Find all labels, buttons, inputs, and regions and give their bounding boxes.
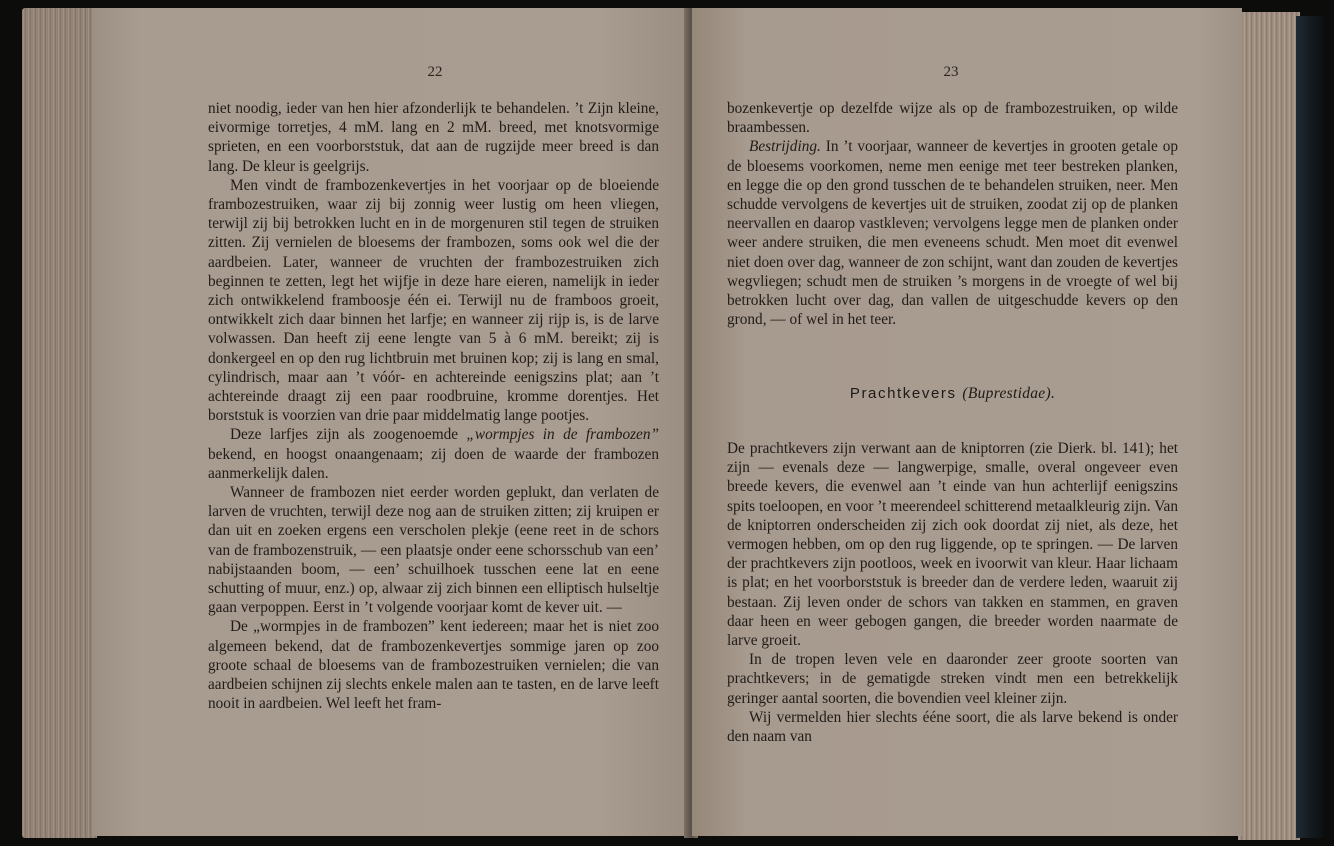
left-page <box>92 8 687 836</box>
paragraph: In de tropen leven vele en daaronder zeer groote soorten van prachtkevers; in de gematigde streken vindt men een betrekkelijk geringer aantal soorten, die bovendien veel kleiner zijn. <box>727 651 1178 707</box>
paragraph: bozenkevertje op dezelfde wijze als op de frambozestruiken, op wilde braambessen. <box>727 100 1178 137</box>
paragraph <box>208 425 659 483</box>
paragraph: De prachtkevers zijn verwant aan de kniptorren (zie Dierk. bl. 141); het zijn — evenals deze — langwerpige, smalle, overal ongeveer even breede kevers, die evenwel aan ’t einde van hun achterlijf eenigszins spits toeloopen, en voor ’t meerendeel schitterend metaalkleurig zijn. Van de kniptorren onderscheiden zij zich ook doordat zij niet, als deze, het vermogen hebben, om op den rug liggende, op te springen. — De larven der prachtkevers zijn pootloos, week en ivoorwit van kleur. Haar lichaam is plat; en het voorborststuk is breeder dan de verdere leden, waaruit zij bestaan. Zij leven onder de schors van takken en stammen, en graven daar heen en weer gebogen gangen, die breeder worden naarmate de larve groeit. <box>727 440 1178 650</box>
book-cover-edge <box>1296 16 1324 838</box>
paragraph-rest: bekend, en hoogst onaangenaam; zij doen de waarde der frambozen aanmerkelijk dalen. <box>208 445 659 482</box>
paragraph: Men vindt de frambozenkevertjes in het voorjaar op de bloeiende frambozestruiken, waar zij bij zonnig weer lustig om heen vliegen, terwijl zij bij betrokken lucht en in de morgenuren stil tegen de struiken zitten. Zij vernielen de bloesems der frambozen, soms ook wel die der aardbeien. Later, wanneer de vruchten der frambozestruiken zich beginnen te zetten, legt het wijfje in deze hare eieren, namelijk in ieder zich ontwikkelend framboosje één ei. Terwijl nu de framboos groeit, ontwikkelt zich daar binnen het larfje; en wanneer zij rijp is, is de larve volwassen. Dan heeft zij eene lengte van 5 à 6 mM. bereikt; zij is donkergeel en op den rug lichtbruin met bruinen kop; zij is lang en smal, cylindrisch, maar aan ’t vóór- en achtereinde eenigszins plat; aan ’t achtereinde draagt zij een paar roodbruine, kromme dorentjes. Het borststuk is voorzien van drie paar middelmatig lange pootjes. <box>208 176 659 425</box>
right-page-edges <box>1238 12 1300 840</box>
left-page-edges <box>22 8 97 838</box>
right-page-text-top <box>727 99 1178 329</box>
left-page-text <box>208 99 659 714</box>
paragraph-rest: In ’t voorjaar, wanneer de kevertjes in grooten getale op de bloesems voorkomen, neme men eenige met teer bestreken planken, en legge die op den grond tusschen de te behandelen struiken, neer. Men schudde vervolgens de kevertjes uit de struiken, zoodat zij op de planken neervallen en daarop vastkleven; vervolgens legge men de planken onder weer andere struiken, die men eveneens schudt. Men moet dit evenwel niet doen over dag, wanneer de zon schijnt, want dan zouden de kevertjes wegvliegen; schudt men de struiken ’s morgens in de vroegte of wel bij betrokken lucht over dag, dan vallen de uitgeschudde kevers op den grond, — of wel in het teer. <box>727 138 1178 329</box>
paragraph: De „wormpjes in de frambozen” kent iedereen; maar het is niet zoo algemeen bekend, dat de frambozenkevertjes sommige jaren op zoo groote schaal de bloesems van de frambozestruiken vernielen; die van aardbeien schijnen zij slechts enkele malen aan te tasten, en de larve leeft nooit in aardbeien. Wel leeft het fram- <box>208 618 659 713</box>
paragraph: Wij vermelden hier slechts ééne soort, die als larve bekend is onder den naam van <box>727 708 1178 746</box>
paragraph-lead: Deze larfjes zijn als zoogenoemde <box>230 426 467 444</box>
heading-scientific-name: Buprestidae <box>967 385 1046 402</box>
right-page <box>692 8 1242 836</box>
paragraph <box>727 137 1178 329</box>
italic-phrase: „wormpjes in de frambozen” <box>466 426 659 444</box>
paragraph: niet noodig, ieder van hen hier afzonderlijk te behandelen. ’t Zijn kleine, eivormige torretjes, 4 mM. lang en 2 mM. breed, met knotsvormige sprieten, en een voorborststuk, dat aan de rugzijde meer breed is dan lang. De kleur is geelgrijs. <box>208 100 659 175</box>
left-page-number: 22 <box>427 64 443 80</box>
right-page-text-bottom <box>727 439 1178 746</box>
heading-paren-close: ). <box>1045 385 1056 402</box>
section-heading <box>727 385 1178 403</box>
paragraph: Wanneer de frambozen niet eerder worden geplukt, dan verlaten de larven de vruchten, terwijl deze nog aan de struiken zitten; zij kruipen er dan uit en zoeken ergens een verscholen plekje (eene reet in de schors van de frambozenstruik, — een plaatsje onder eene schorsschub van een’ nabijstaanden boom, — een’ schuilhoek tusschen eene lat en eene schutting of muur, enz.) op, alwaar zij zich binnen een elliptisch hulseltje gaan verpoppen. Eerst in ’t volgende voorjaar komt de kever uit. — <box>208 484 659 617</box>
italic-lead: Bestrijding. <box>749 138 821 156</box>
heading-paren-open: ( <box>962 385 968 402</box>
heading-main: Prachtkevers <box>849 385 957 402</box>
right-page-number: 23 <box>943 64 959 80</box>
